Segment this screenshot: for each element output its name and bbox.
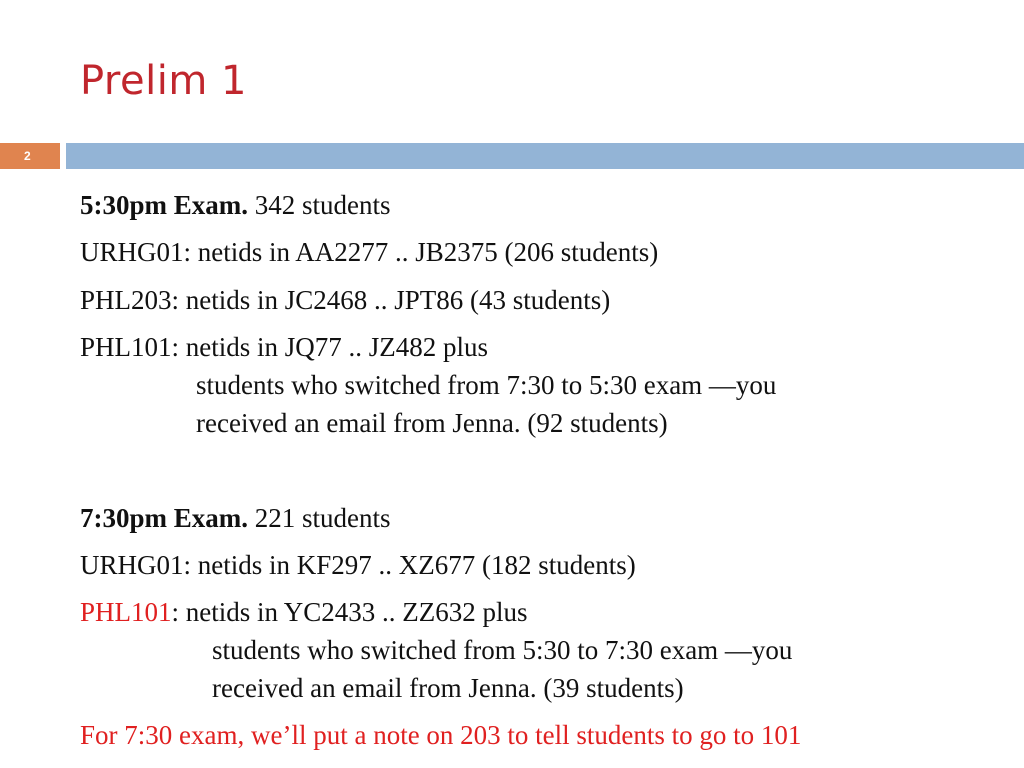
exam2-room-urhg01: URHG01: netids in KF297 .. XZ677 (182 students): [80, 550, 636, 580]
exam1-heading-count: 342 students: [248, 190, 391, 220]
exam1-heading-bold: 5:30pm Exam.: [80, 190, 248, 220]
exam2-heading-count: 221 students: [248, 503, 391, 533]
slide-number: 2: [0, 143, 60, 169]
exam2-heading-bold: 7:30pm Exam.: [80, 503, 248, 533]
exam1-room-phl203: PHL203: netids in JC2468 .. JPT86 (43 students): [80, 285, 611, 315]
exam1-room-phl101: PHL101: netids in JQ77 .. JZ482 plus: [80, 332, 489, 362]
exam1-room-phl101-cont1: students who switched from 7:30 to 5:30 exam —you: [196, 370, 777, 400]
exam1-room-phl101-cont2: received an email from Jenna. (92 students): [196, 408, 668, 438]
exam2-heading: [80, 502, 391, 534]
exam2-room-phl101-label: PHL101: [80, 597, 172, 627]
exam2-room-phl101-cont2: received an email from Jenna. (39 students): [212, 673, 684, 703]
exam1-room-urhg01: URHG01: netids in AA2277 .. JB2375 (206 students): [80, 237, 659, 267]
exam2-room-phl101: [80, 596, 528, 628]
slide-title: Prelim 1: [80, 58, 247, 104]
exam2-room-phl101-cont1: students who switched from 5:30 to 7:30 exam —you: [212, 635, 793, 665]
exam2-room-note: For 7:30 exam, we’ll put a note on 203 to tell students to go to 101: [80, 720, 802, 750]
exam2-room-phl101-rest: : netids in YC2433 .. ZZ632 plus: [171, 597, 528, 627]
exam1-heading: [80, 189, 391, 221]
header-bar: [66, 143, 1024, 169]
